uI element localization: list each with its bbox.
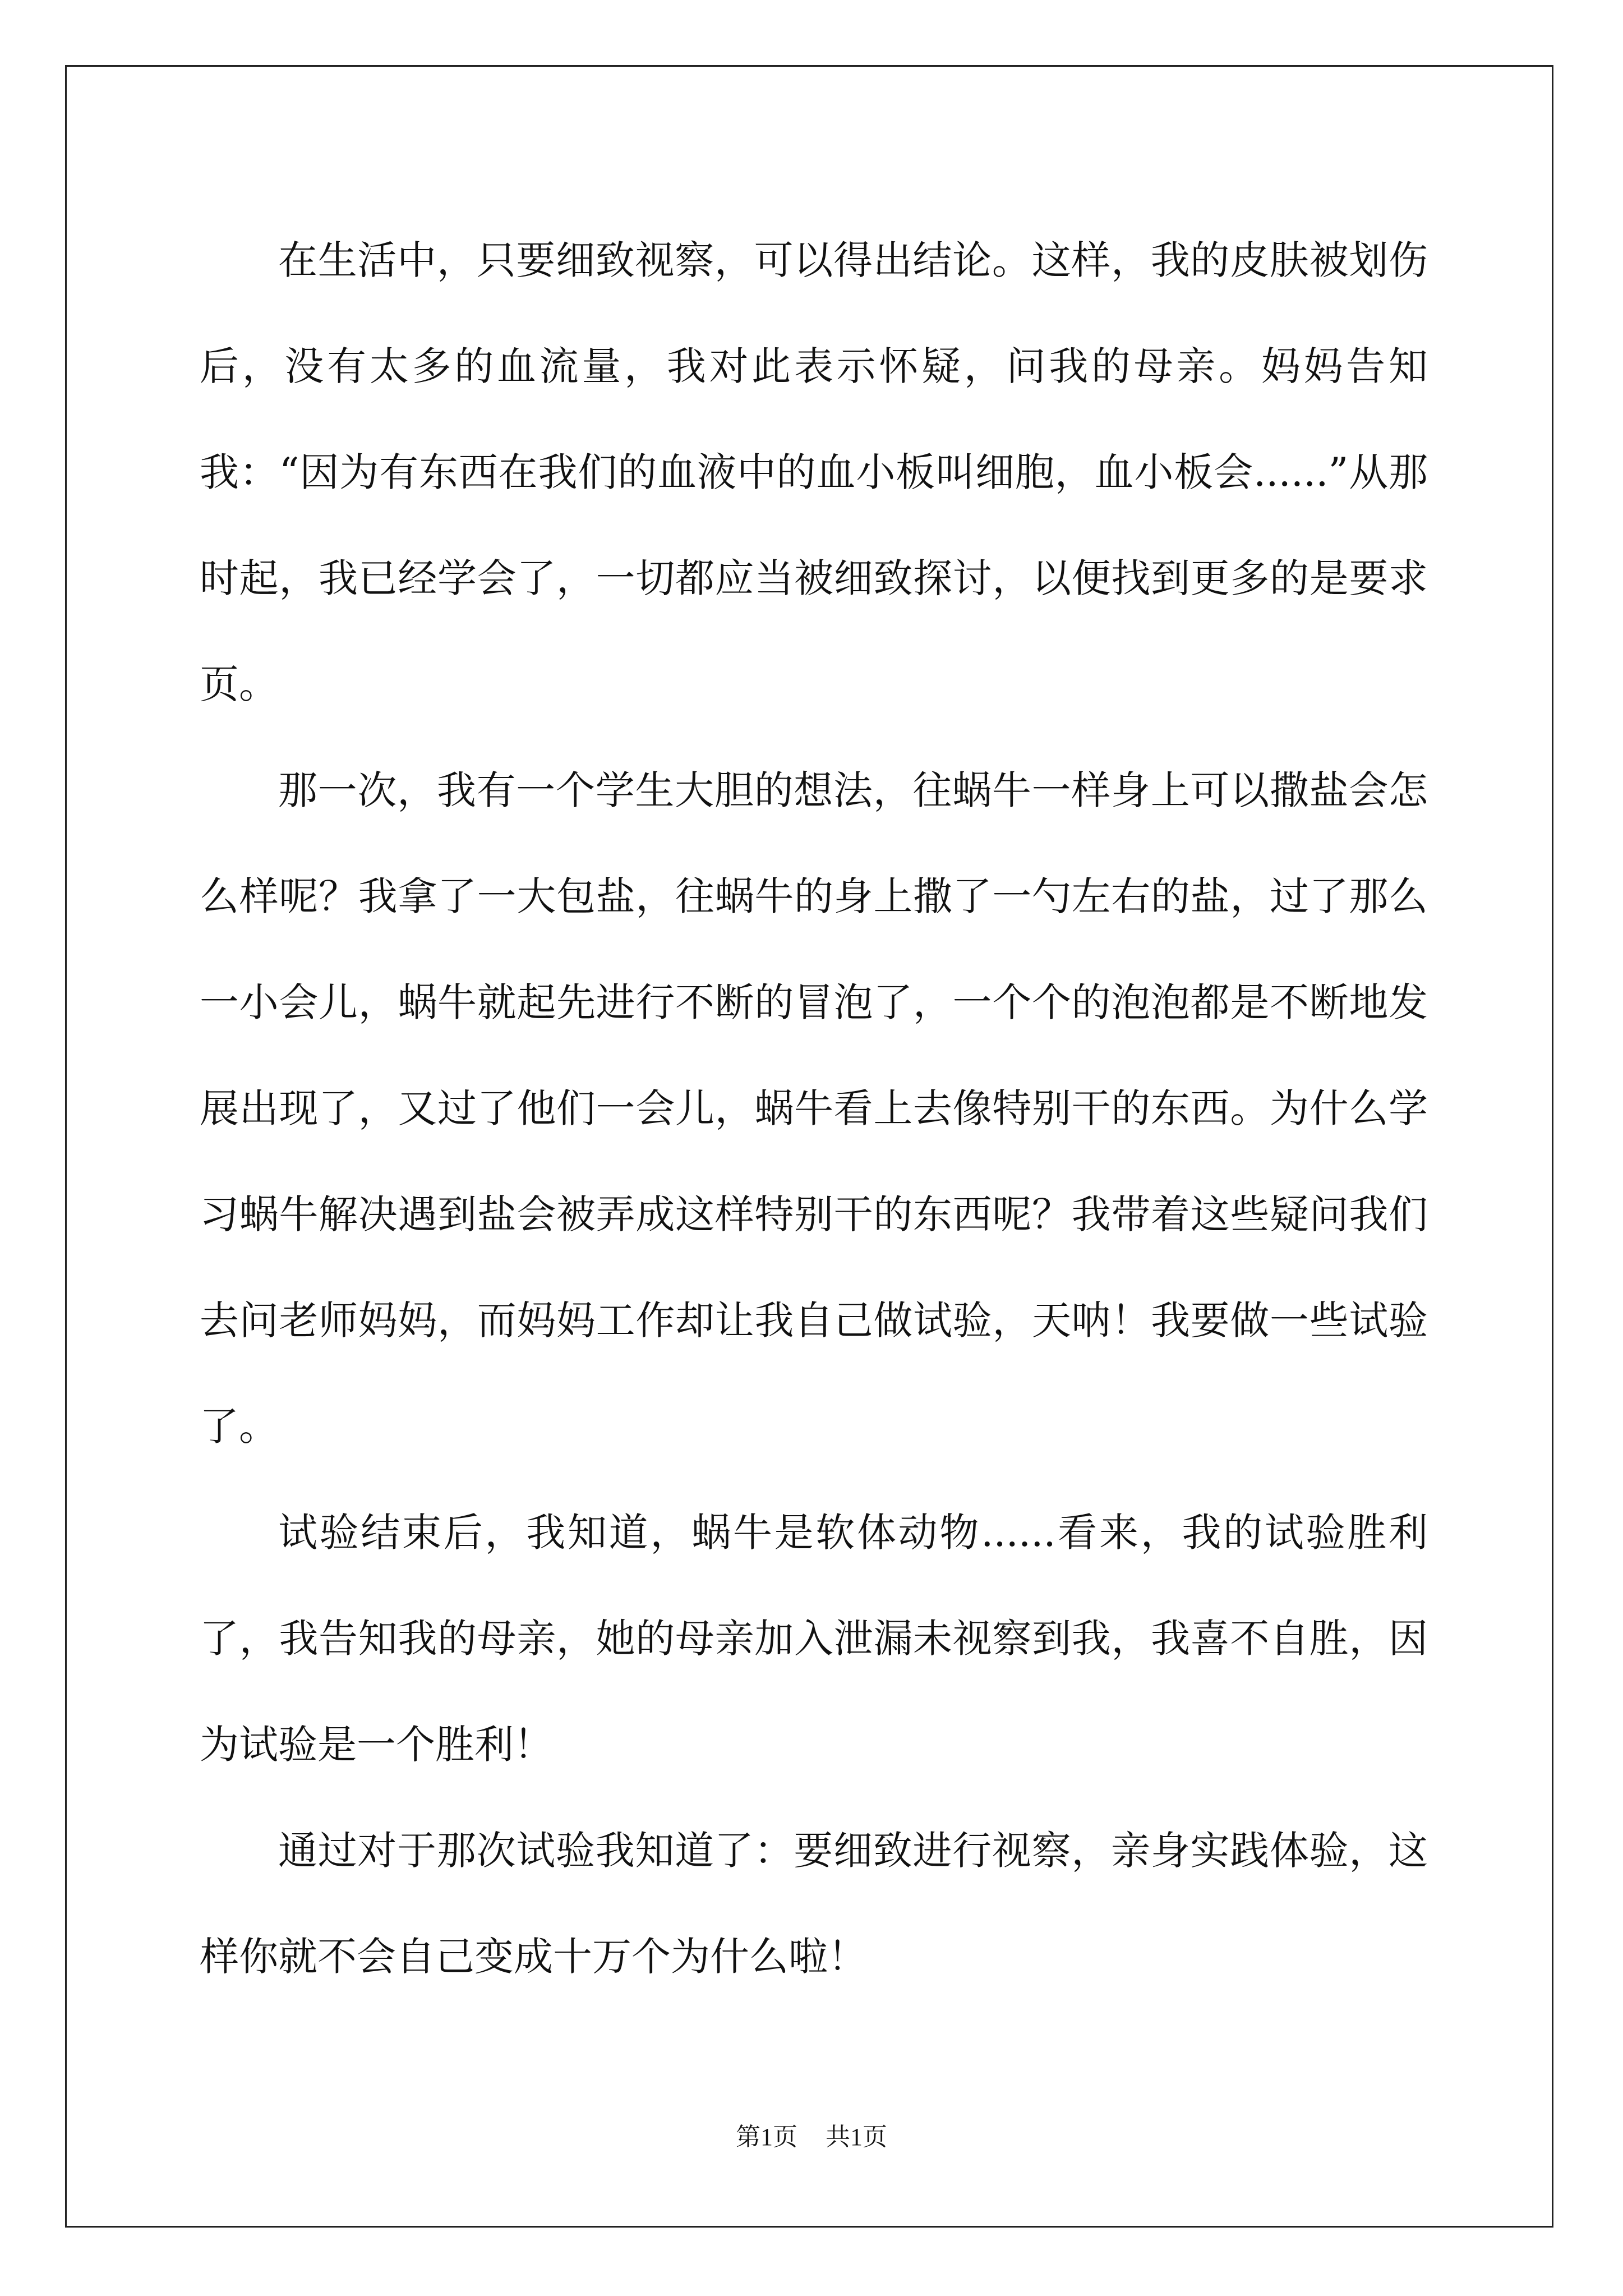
page-number: 第1页: [736, 2123, 797, 2151]
page-footer: [0, 2120, 1623, 2154]
document-body: [200, 208, 1428, 2010]
paragraph-1: 在生活中，只要细致视察，可以得出结论。这样，我的皮肤被划伤后，没有太多的血流量，我对此表示怀疑，问我的母亲。妈妈告知我：“因为有东西在我们的血液中的血小板叫细胞，血小板会......”从那时起，我已经学会了，一切都应当被细致探讨，以便找到更多的是要求页。: [200, 237, 1428, 707]
paragraph-4: 通过对于那次试验我知道了：要细致进行视察，亲身实践体验，这样你就不会自己变成十万个为什么啦！: [200, 1828, 1428, 1980]
paragraph-2: 那一次，我有一个学生大胆的想法，往蜗牛一样身上可以撒盐会怎么样呢？我拿了一大包盐，往蜗牛的身上撒了一勺左右的盐，过了那么一小会儿，蜗牛就起先进行不断的冒泡了，一个个的泡泡都是不断地发展出现了，又过了他们一会儿，蜗牛看上去像特别干的东西。为什么学习蜗牛解决遇到盐会被弄成这样特别干的东西呢？我带着这些疑问我们去问老师妈妈，而妈妈工作却让我自己做试验，天呐！我要做一些试验了。: [200, 767, 1428, 1450]
page-total: 共1页: [826, 2123, 887, 2151]
paragraph-3: 试验结束后，我知道，蜗牛是软体动物......看来，我的试验胜利了，我告知我的母亲，她的母亲加入泄漏未视察到我，我喜不自胜，因为试验是一个胜利！: [200, 1510, 1428, 1768]
